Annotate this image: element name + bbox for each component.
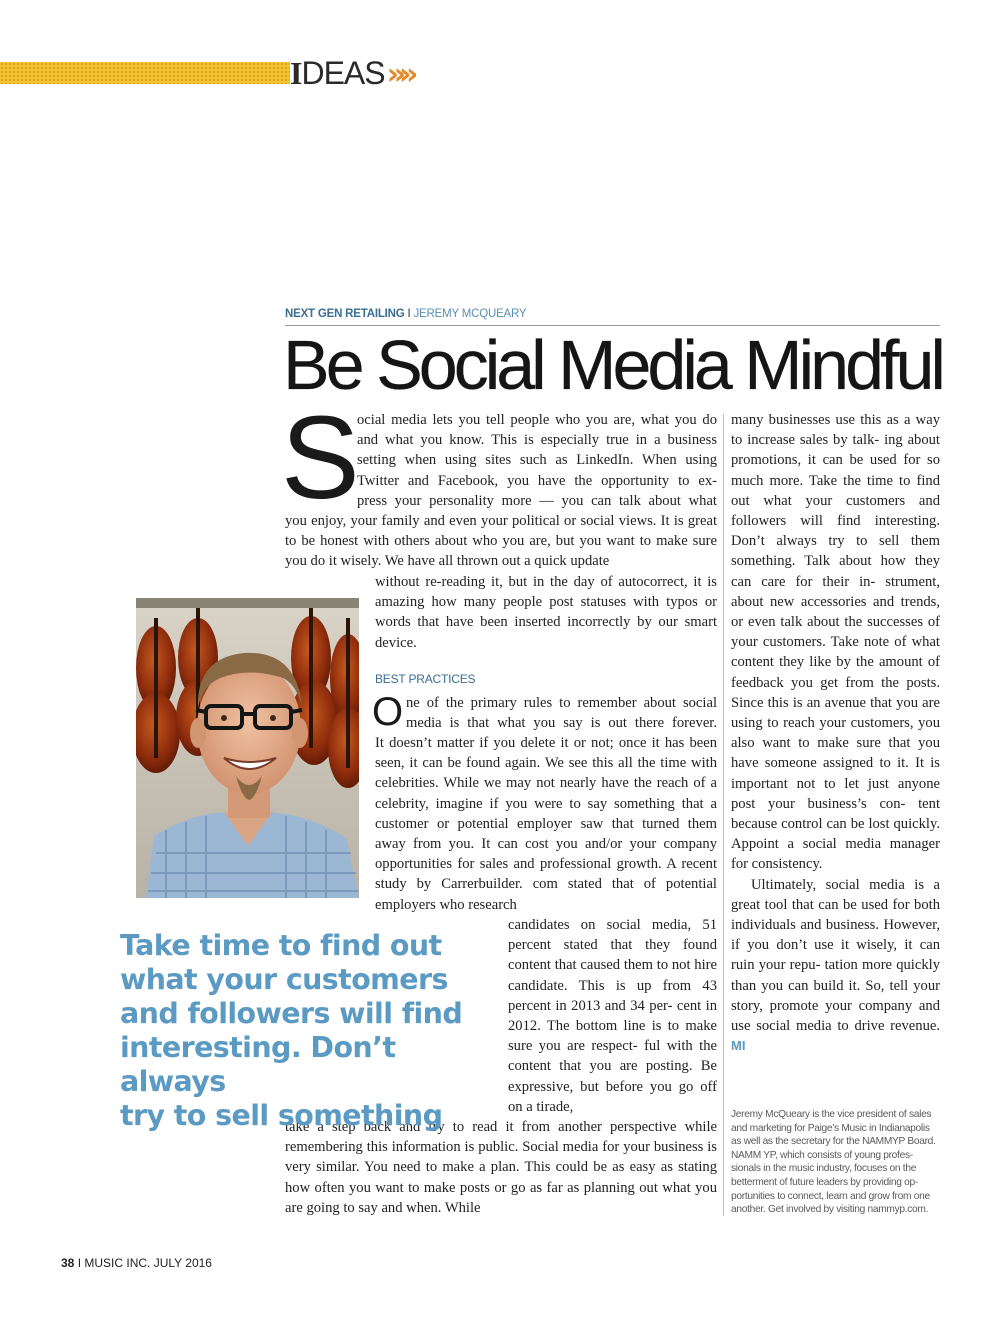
byline: JEREMY MCQUEARY	[413, 308, 527, 320]
bp-paragraph-wide: take a step back and try to read it from another perspective while remembering this information is public. Social media for your business is very similar. You need to make a plan. This could be as easy as stating how often you want to make posts or go as far as planning out what you are going to say and when. While	[285, 1119, 717, 1216]
page-title: Be Social Media Mindful	[283, 326, 942, 404]
right-column: many businesses use this as a way to increase sales by talk- ing about promotions, it can be used for so much more. Take the time to find out what your customers and followers will find interesting. Don’t always try to sell them something. Talk about how they can care for their in- strument, about new accessories and trends, or even talk about the successes of your customers. Take note of what content they like by the amount of feedback you get from the posts. Since this is an avenue that you are using to reach your customers, you also want to make sure that you have someone assigned to it. It is important not to let just anyone post your business’s con- tent because control can be lost quickly. Appoint a social media manager for consistency. Ultimately, social media is a great tool that can be used for both individuals and business. However, if you don’t use it wisely, it can ruin your repu- tation more quickly than you can build it. So, tell your story, promote your company and use social media to drive revenue. MI	[731, 410, 940, 1057]
right-column-para-2: Ultimately, social media is a great tool that can be used for both individuals and business. However, if you don’t use it wisely, it can ruin your repu- tation more quickly than you can build it. So, tell your story, promote your company and use social media to drive revenue. MI	[731, 876, 940, 1054]
end-mark: MI	[731, 1038, 746, 1054]
section-header: IDEAS»»	[290, 55, 412, 92]
pull-quote: Take time to find out what your customers and followers will find interesting. Don’t always try to sell something	[120, 929, 463, 1132]
intro-lines: ocial media lets you tell people who you are, what you do and what you know. This is especially true in a business setting when using sites such as LinkedIn. When using Twitter and Facebook, you have the opportunity to ex- press your personality more — you can talk about what	[357, 412, 717, 509]
drop-cap-2: O	[372, 690, 404, 734]
author-bio: Jeremy McQueary is the vice president of sales and marketing for Paige’s Music in Indianapolis as well as the secretary for the NAMMYP Board. NAMM YP, which consists of young profes- sionals in the music industry, focuses on the betterment of future leaders by providing op- portunities to connect, learn and grow from one another. Get involved by visiting nammyp.com.	[731, 1109, 936, 1216]
bp-lines: ne of the primary rules to remember about social media is that what you say is out there forever.	[406, 695, 717, 732]
intro-paragraph-cont: without re-reading it, but in the day of autocorrect, it is amazing how many people post statuses with typos or words that have been inserted incorrectly by our smart device.	[375, 574, 717, 651]
column-divider	[723, 414, 724, 1216]
kicker: NEXT GEN RETAILING I JEREMY MCQUEARY	[285, 307, 940, 326]
page-footer: 38 I MUSIC INC. JULY 2016	[61, 1256, 212, 1270]
drop-cap: S	[281, 392, 360, 524]
chevron-right-icon: »»	[386, 57, 412, 92]
bp-paragraph: It doesn’t matter if you delete it or not; once it has been seen, it can be found again. We see this all the time with celebrities. While we may not nearly have the reach of a celebrity, imagine if you were to say something that a customer or potential employer saw that turned them away from you. It can cost you and/or your company opportunities for sales and professional growth. A recent study by Carrerbuilder. com stated that of potential employers who research	[375, 735, 717, 913]
section-header-bar	[0, 62, 290, 84]
subhead: BEST PRACTICES	[375, 672, 476, 686]
intro-paragraph: you enjoy, your family and even your political or social views. It is great to be honest with others about who you are, but you want to make sure you do it wisely. We have all thrown out a quick update	[285, 513, 717, 570]
author-photo	[136, 598, 359, 898]
bp-paragraph-narrow: candidates on social media, 51 percent stated that they found content that caused them to not hire candidate. This is up from 43 percent in 2013 and 34 per- cent in 2012. The bottom line is to make sure you are respect- ful with the content that you are posting. Be expressive, but before you go off on a tirade,	[508, 917, 717, 1115]
page-number: 38	[61, 1256, 75, 1270]
